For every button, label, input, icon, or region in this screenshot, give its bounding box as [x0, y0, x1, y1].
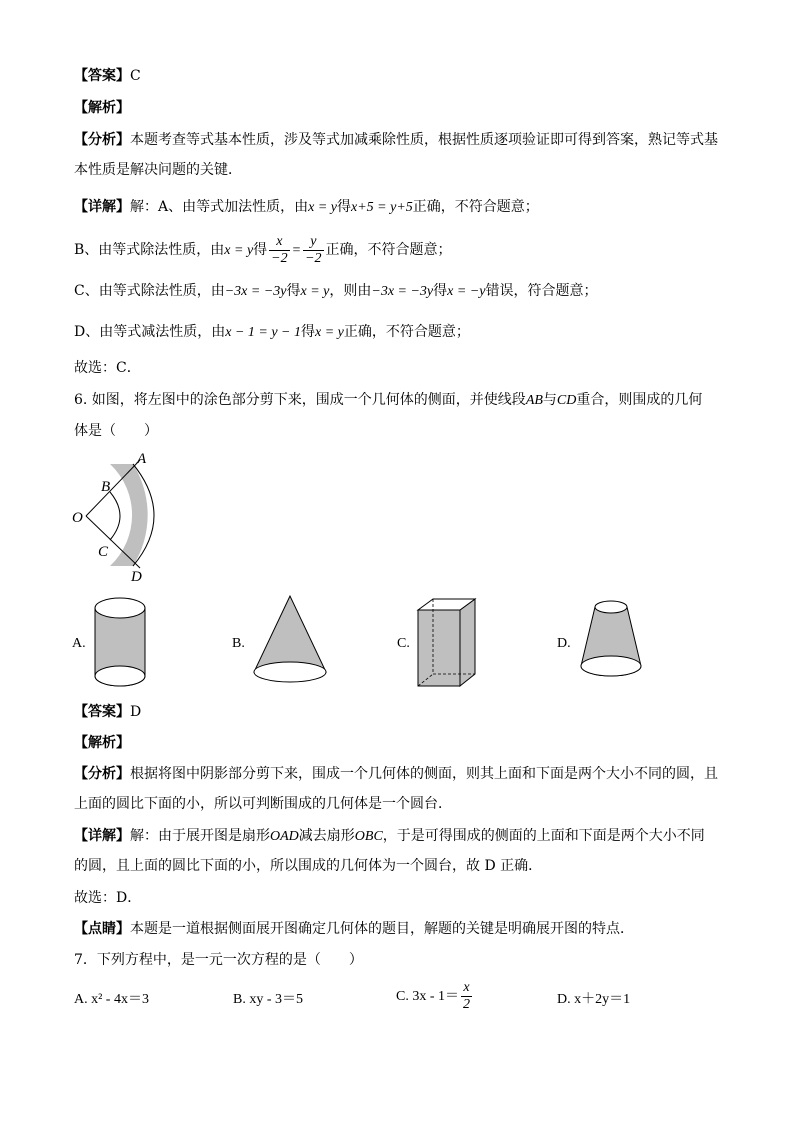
text: 错误，符合题意； [485, 283, 598, 299]
q6-dianjing-line [74, 919, 634, 939]
text: 减去扇形 [298, 828, 355, 844]
q6-fenxi-line1 [74, 764, 718, 784]
math: OBC [354, 829, 383, 844]
option-d-label: D. [557, 636, 571, 651]
q7-option-a: A. x² - 4x＝3 [74, 992, 149, 1007]
text: C. 3x - 1＝ [396, 989, 459, 1004]
math: x = y [224, 243, 254, 258]
inner-arc [110, 492, 120, 540]
math: x − 1 = y − 1 [225, 325, 302, 340]
text: 正确，不符合题意； [325, 242, 452, 258]
frustum-figure [578, 598, 644, 688]
fenxi-tag: 【分析】 [74, 132, 130, 148]
text: 正确，不符合题意； [412, 199, 539, 215]
dianjing-text: 本题是一道根据侧面展开图确定几何体的题目，解题的关键是明确展开图的特点． [130, 921, 634, 937]
q6-stem-line2: 体是（ ） [74, 423, 158, 439]
text: C、由等式除法性质，由 [74, 283, 225, 299]
equals: = [291, 243, 302, 258]
segment-label: AB [525, 393, 543, 408]
label-a: A [137, 451, 147, 467]
math: x = y [315, 325, 344, 340]
q6-analysis-tag: 【解析】 [74, 735, 130, 751]
xiangjie-tag: 【详解】 [74, 199, 130, 215]
text: 重合，则围成的几何 [576, 392, 703, 408]
option-b-label: B. [232, 636, 245, 651]
segment-label: CD [556, 393, 577, 408]
q5-choose: 故选：C． [74, 360, 141, 376]
q5-fenxi-line2: 本性质是解决问题的关键． [74, 162, 242, 178]
text: 得 [253, 242, 268, 258]
fenxi-text: 根据将图中阴影部分剪下来，围成一个几何体的侧面，则其上面和下面是两个大小不同的圆，且 [130, 766, 718, 782]
denominator: −2 [305, 250, 322, 266]
denominator: −2 [271, 250, 288, 266]
math: x = y [300, 284, 330, 299]
text: D、由等式减法性质，由 [74, 324, 226, 340]
q6-xiangjie-line1 [74, 826, 705, 847]
q6-answer-line [74, 702, 141, 722]
prism-figure [415, 596, 481, 690]
math: OAD [270, 829, 299, 844]
xiangjie-tag: 【详解】 [74, 828, 130, 844]
math: x = −y [447, 284, 486, 299]
text: B、由等式除法性质，由 [74, 242, 225, 258]
text: 得 [301, 324, 316, 340]
q6-choose: 故选：D． [74, 890, 142, 906]
text: 与 [542, 392, 557, 408]
label-o: O [72, 510, 83, 526]
fenxi-tag: 【分析】 [74, 766, 130, 782]
q7-stem: 7．下列方程中，是一元一次方程的是（ ） [74, 952, 363, 968]
option-c-label: C. [397, 636, 410, 651]
label-d: D [131, 569, 142, 585]
q6-xiangjie-line2: 的圆，且上面的圆比下面的小，所以围成的几何体为一个圆台，故 D 正确． [74, 858, 543, 874]
text: 得 [337, 199, 351, 215]
math: x = y [308, 200, 337, 215]
q6-fenxi-line2: 上面的圆比下面的小，所以可判断围成的几何体是一个圆台． [74, 796, 452, 812]
denominator: 2 [463, 997, 470, 1013]
numerator: y [303, 234, 323, 251]
cylinder-figure [90, 596, 150, 692]
math: −3x = −3y [224, 284, 287, 299]
fenxi-text: 本题考查等式基本性质，涉及等式加减乘除性质，根据性质逐项验证即可得到答案，熟记等式基 [130, 132, 718, 148]
text: ，于是可得围成的侧面的上面和下面是两个大小不同 [382, 828, 705, 844]
math: x+5 = y+5 [351, 200, 413, 215]
fraction [461, 980, 472, 1013]
numerator: x [461, 980, 472, 997]
cone-figure [250, 592, 330, 692]
text: 解：A、由等式加法性质，由 [130, 199, 309, 215]
text: ，则由 [329, 283, 372, 299]
text: 解：由于展开图是扇形 [130, 828, 270, 844]
text: 6. 如图，将左图中的涂色部分剪下来，围成一个几何体的侧面，并使线段 [74, 392, 526, 408]
answer-tag: 【答案】 [74, 68, 130, 84]
q5-analysis-tag: 【解析】 [74, 100, 130, 116]
dianjing-tag: 【点睛】 [74, 921, 130, 937]
math: −3x = −3y [371, 284, 434, 299]
answer-tag: 【答案】 [74, 704, 130, 720]
q7-option-c [396, 978, 474, 1016]
label-b: B [101, 479, 111, 495]
option-a-label: A. [72, 636, 86, 651]
q7-option-d: D. x＋2y＝1 [557, 992, 631, 1007]
q7-option-b: B. xy - 3＝5 [233, 992, 303, 1007]
label-c: C [98, 544, 109, 560]
text: 得 [286, 283, 301, 299]
answer-value: D [130, 704, 142, 720]
text: 正确，不符合题意； [343, 324, 470, 340]
numerator: x [269, 234, 289, 251]
text: 得 [433, 283, 448, 299]
answer-value: C [130, 68, 141, 84]
